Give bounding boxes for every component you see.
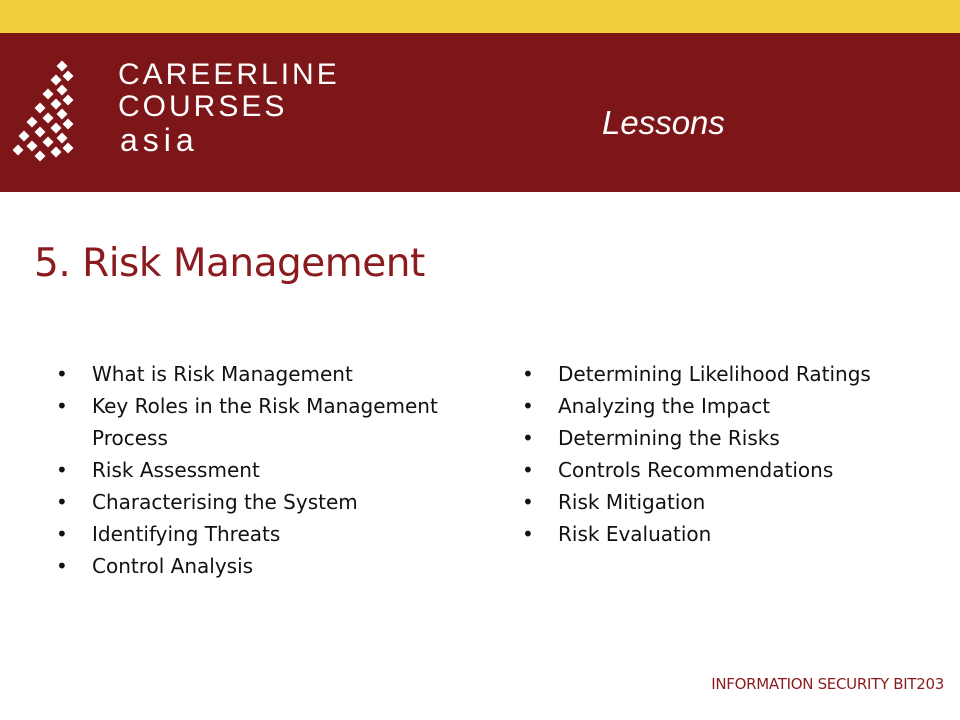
list-item: • Identifying Threats: [56, 518, 486, 550]
logo-diamond-cell: [51, 123, 62, 134]
logo-text-courses: COURSES: [118, 90, 288, 123]
list-item: • Characterising the System: [56, 486, 486, 518]
logo-diamond-cell: [57, 109, 68, 120]
top-accent-strip: [0, 0, 960, 33]
logo-diamond-cell: [57, 85, 68, 96]
list-item: • Key Roles in the Risk Management Process: [56, 390, 486, 454]
footer-course-code: INFORMATION SECURITY BIT203: [711, 675, 944, 693]
list-item: • What is Risk Management: [56, 358, 486, 390]
logo-diamond-cell: [57, 61, 68, 72]
logo-diamond-cell: [63, 95, 74, 106]
list-item: • Risk Evaluation: [522, 518, 942, 550]
logo-diamond-cell: [35, 151, 46, 162]
logo-text-careerline: CAREERLINE: [118, 58, 340, 91]
logo-diamond-cell: [43, 113, 54, 124]
list-item: • Risk Mitigation: [522, 486, 942, 518]
lesson-list-right: [522, 358, 942, 550]
list-item: • Determining Likelihood Ratings: [522, 358, 942, 390]
banner-title: Lessons: [602, 104, 725, 141]
logo-diamond-cell: [35, 103, 46, 114]
logo-diamond-cell: [43, 137, 54, 148]
logo-diamond-cell: [35, 127, 46, 138]
list-item: • Control Analysis: [56, 550, 486, 582]
list-item: • Controls Recommendations: [522, 454, 942, 486]
logo-diamond-cell: [27, 141, 38, 152]
logo-diamond-cell: [27, 117, 38, 128]
list-item: • Determining the Risks: [522, 422, 942, 454]
logo-diamond-cell: [63, 143, 74, 154]
careerline-diamond-logo-icon: [10, 58, 76, 168]
logo-diamond-cell: [63, 119, 74, 130]
logo-diamond-cell: [51, 99, 62, 110]
list-item: • Risk Assessment: [56, 454, 486, 486]
list-item: • Analyzing the Impact: [522, 390, 942, 422]
logo-diamond-cell: [51, 75, 62, 86]
logo-diamond-cell: [13, 145, 24, 156]
logo-diamond-cell: [57, 133, 68, 144]
logo-diamond-cell: [19, 131, 30, 142]
logo-diamond-cell: [51, 147, 62, 158]
logo-diamond-cell: [63, 71, 74, 82]
logo-diamond-cell: [43, 89, 54, 100]
logo-text-asia: asia: [120, 122, 199, 158]
lesson-list-left: [56, 358, 486, 582]
page-title: 5. Risk Management: [34, 241, 425, 286]
